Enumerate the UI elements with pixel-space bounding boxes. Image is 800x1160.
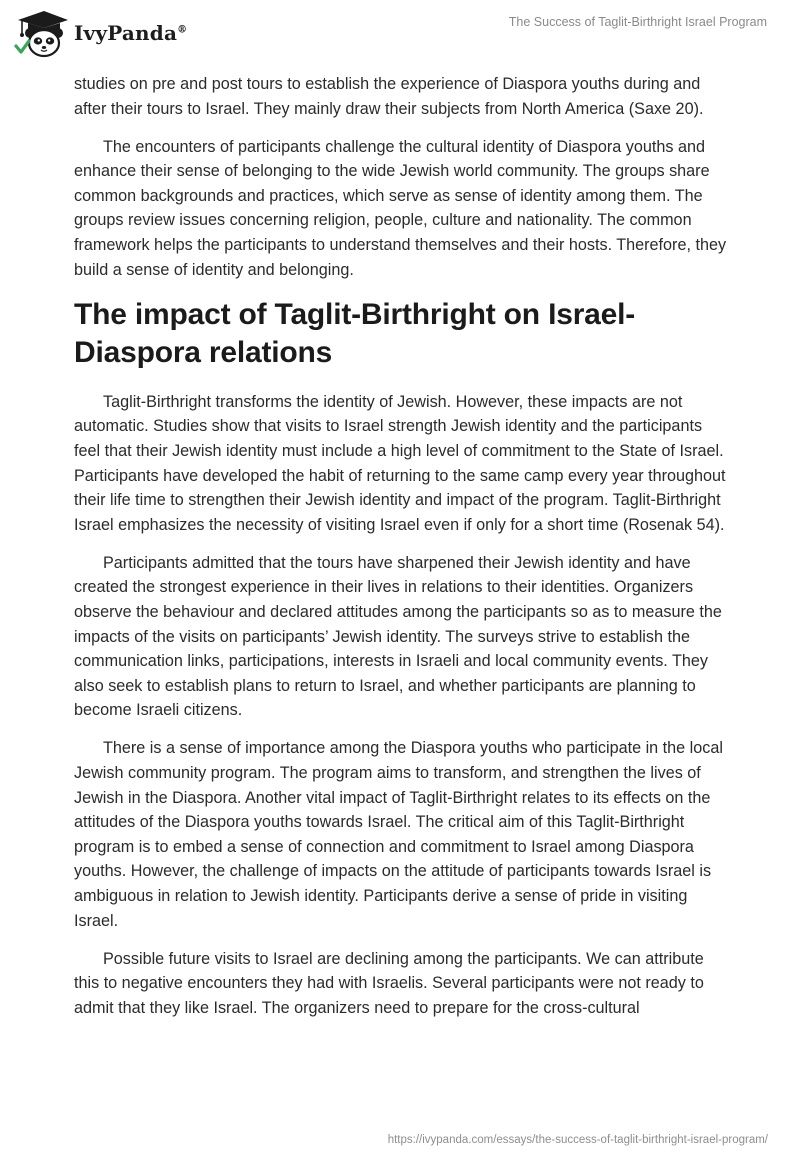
source-url[interactable]: https://ivypanda.com/essays/the-success-of-taglit-birthright-israel-program/: [387, 1134, 768, 1146]
logo-text: IvyPanda®: [74, 21, 188, 45]
essay-content: [74, 72, 730, 1034]
paragraph: Participants admitted that the tours have sharpened their Jewish identity and have created the strongest experience in their lives in relations to their identities. Organizers observe the behaviour and declared attitudes among the participants so as to measure the impacts of the visits on participants’ Jewish identity. The surveys strive to establish the communication links, participations, interests in Israeli and local community events. They also seek to establish plans to return to Israel, and whether participants are planning to become Israeli citizens.: [74, 553, 722, 720]
panda-graduation-cap-icon: [14, 8, 68, 58]
section-heading: The impact of Taglit-Birthright on Israel-Diaspora relations: [74, 297, 636, 369]
paragraph: There is a sense of importance among the Diaspora youths who participate in the local Jewish community program. The program aims to transform, and strengthen the lives of Jewish in the Diaspora. Another vital impact of Taglit-Birthright relates to its effects on the attitudes of the Diaspora youths towards Israel. The critical aim of this Taglit-Birthright program is to embed a sense of connection and commitment to Israel among Diaspora youths. However, the challenge of impacts on the attitude of participants towards Israel is ambiguous in relation to Jewish identity. Participants derive a sense of pride in visiting Israel.: [74, 739, 723, 930]
paragraph: Taglit-Birthright transforms the identity of Jewish. However, these impacts are not automatic. Studies show that visits to Israel strength Jewish identity and the participants feel that their Jewish identity must include a high level of commitment to the State of Israel. Participants have developed the habit of returning to the same camp every year throughout their life time to strengthen their Jewish identity and impact of the program. Taglit-Birthright Israel emphasizes the necessity of visiting Israel even if only for a short time (Rosenak 54).: [74, 392, 726, 534]
document-title: The Success of Taglit-Birthright Israel Program: [508, 15, 767, 29]
paragraph: The encounters of participants challenge the cultural identity of Diaspora youths and enhance their sense of belonging to the wide Jewish world community. The groups share common backgrounds and practices, which serve as sense of identity among them. The groups review issues concerning religion, people, culture and nationality. The common framework helps the participants to understand themselves and their hosts. Therefore, they build a sense of identity and belonging.: [74, 137, 727, 279]
logo[interactable]: [14, 8, 187, 58]
paragraph: Possible future visits to Israel are declining among the participants. We can attribute this to negative encounters they had with Israelis. Several participants were not ready to admit that they like Israel. The organizers need to prepare for the cross-cultural: [74, 949, 704, 1017]
page-header: [0, 0, 800, 70]
paragraph: studies on pre and post tours to establish the experience of Diaspora youths during and after their tours to Israel. They mainly draw their subjects from North America (Saxe 20).: [74, 75, 704, 118]
